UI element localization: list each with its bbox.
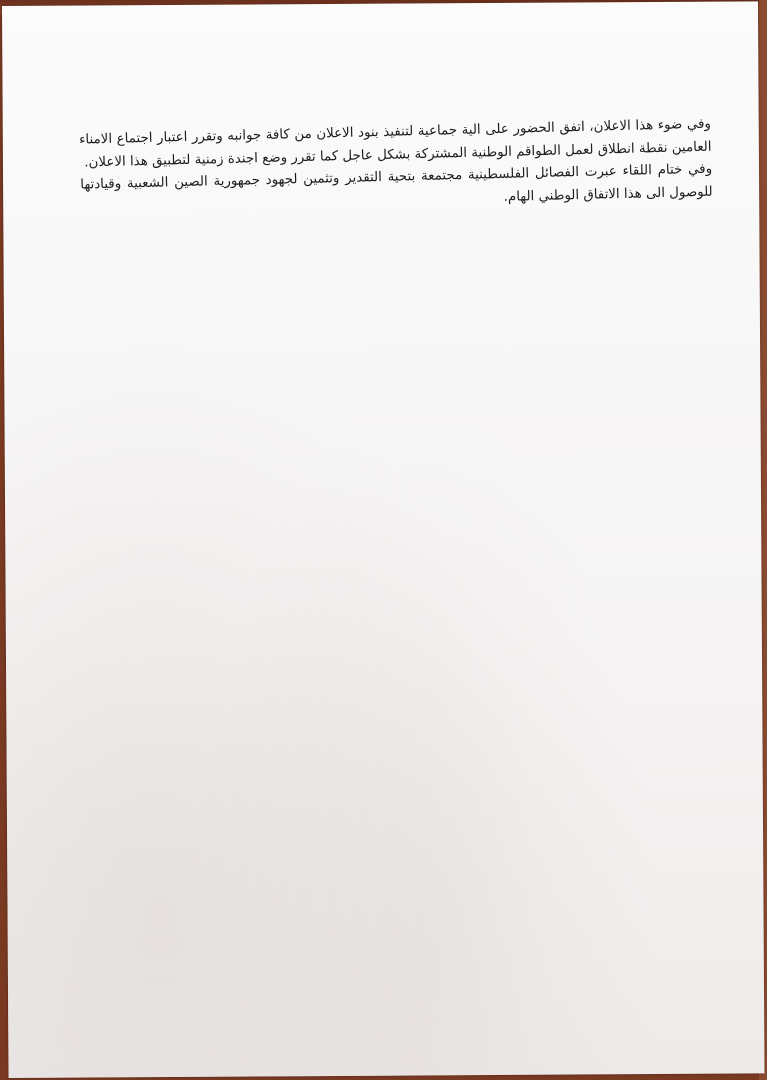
paragraph-closing: وفي ختام اللقاء عبرت الفصائل الفلسطينية مجتمعة بتحية التقدير وتثمين لجهود جمهورية الصين الشعبية وقيادتها للوصول الى هذا الاتفاق الوطني الهام.	[80, 161, 713, 205]
paragraph-implementation: وفي ضوء هذا الاعلان، اتفق الحضور على الية جماعية لتنفيذ بنود الاعلان من كافة جوانبه وتقرر اعتبار اجتماع الامناء العامين نقطة انطلاق لعمل الطواقم الوطنية المشتركة بشكل عاجل كما تقرر وضع اجندة زمنية لتطبيق هذا الاعلان.	[78, 116, 712, 171]
document-body	[79, 114, 713, 220]
paper-sheet	[2, 1, 765, 1078]
